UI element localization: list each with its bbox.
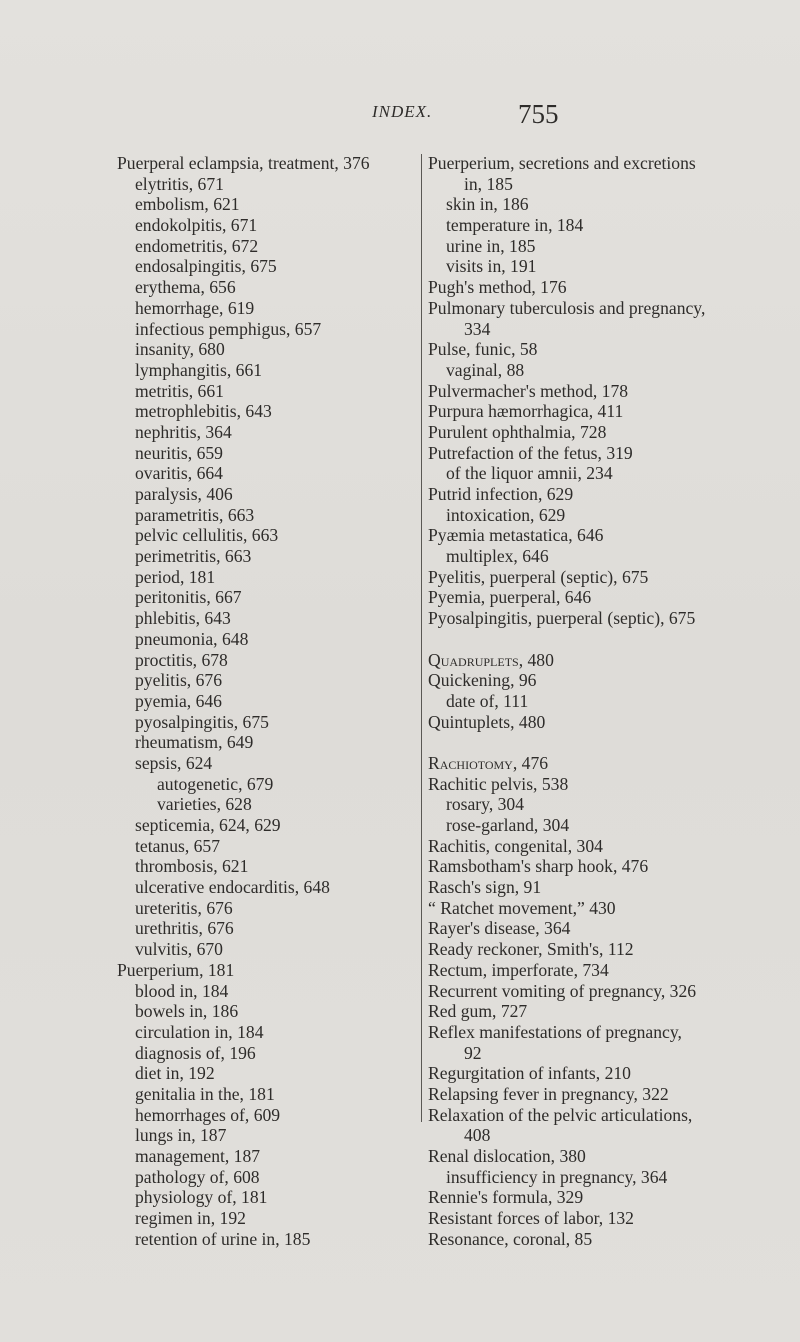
index-subentry: sepsis, 624	[135, 752, 213, 773]
index-entry: Putrefaction of the fetus, 319	[428, 442, 633, 463]
index-subentry: 334	[464, 318, 491, 339]
index-entry: Resonance, coronal, 85	[428, 1228, 593, 1249]
index-entry: Rayer's disease, 364	[428, 918, 571, 939]
index-subentry: vaginal, 88	[446, 359, 525, 380]
index-entry: Purulent ophthalmia, 728	[428, 421, 607, 442]
index-subentry: hemorrhages of, 609	[135, 1104, 281, 1125]
index-entry: Rachitic pelvis, 538	[428, 773, 569, 794]
index-subentry: pyemia, 646	[135, 690, 222, 711]
index-subentry: intoxication, 629	[446, 504, 566, 525]
index-subentry: elytritis, 671	[135, 173, 224, 194]
index-entry: Relaxation of the pelvic articulations,	[428, 1104, 693, 1125]
index-subentry: diagnosis of, 196	[135, 1042, 256, 1063]
index-entry: Quadruplets, 480	[428, 649, 554, 670]
index-subentry: circulation in, 184	[135, 1021, 264, 1042]
index-entry: Pulse, funic, 58	[428, 339, 538, 360]
index-entry: Puerperium, 181	[117, 959, 235, 980]
index-entry: Putrid infection, 629	[428, 484, 574, 504]
entry-gap	[428, 629, 788, 650]
index-subentry: neuritis, 659	[135, 442, 223, 463]
index-entry: Rachitis, congenital, 304	[428, 835, 603, 856]
index-entry: Puerperal eclampsia, treatment, 376	[117, 153, 370, 173]
column-divider	[421, 154, 422, 1122]
index-subentry: in, 185	[464, 173, 513, 194]
index-subentry: peritonitis, 667	[135, 587, 242, 608]
index-subentry: physiology of, 181	[135, 1187, 268, 1208]
index-entry: Pyæmia metastatica, 646	[428, 525, 604, 546]
index-subentry: rosary, 304	[446, 794, 525, 815]
entry-gap	[428, 732, 788, 753]
index-subentry: ovaritis, 664	[135, 463, 223, 484]
index-subentry: period, 181	[135, 566, 216, 587]
index-subentry: embolism, 621	[135, 194, 240, 215]
index-entry: Red gum, 727	[428, 1001, 528, 1022]
index-subentry: temperature in, 184	[446, 215, 584, 236]
index-entry: Rasch's sign, 91	[428, 877, 542, 898]
index-subentry: lungs in, 187	[135, 1125, 227, 1146]
index-subentry: skin in, 186	[446, 194, 529, 215]
index-subentry: metritis, 661	[135, 380, 224, 401]
index-subentry: parametritis, 663	[135, 504, 255, 525]
index-subentry: pyelitis, 676	[135, 670, 222, 691]
index-subentry: 408	[464, 1125, 491, 1146]
index-subentry: tetanus, 657	[135, 835, 221, 856]
index-entry: Rachiotomy, 476	[428, 752, 549, 773]
index-subentry: endosalpingitis, 675	[135, 256, 277, 277]
index-subentry: bowels in, 186	[135, 1001, 239, 1022]
index-subentry: lymphangitis, 661	[135, 359, 263, 380]
index-subentry: proctitis, 678	[135, 649, 228, 670]
index-entry: Pulmonary tuberculosis and pregnancy,	[428, 297, 706, 318]
index-subentry: pyosalpingitis, 675	[135, 711, 269, 732]
index-entry: Quickening, 96	[428, 670, 537, 691]
index-entry: Ramsbotham's sharp hook, 476	[428, 856, 649, 877]
index-subentry: insanity, 680	[135, 339, 225, 360]
index-entry: Pyemia, puerperal, 646	[428, 587, 592, 608]
index-subentry: pathology of, 608	[135, 1166, 260, 1187]
index-entry: Quintuplets, 480	[428, 711, 546, 732]
index-subentry: ureteritis, 676	[135, 897, 233, 918]
index-subentry: regimen in, 192	[135, 1208, 246, 1229]
index-subentry: 92	[464, 1042, 482, 1063]
index-subentry: insufficiency in pregnancy, 364	[446, 1166, 668, 1187]
index-subentry: septicemia, 624, 629	[135, 815, 281, 835]
index-entry: Puerperium, secretions and excretions	[428, 153, 696, 173]
index-entry: Regurgitation of infants, 210	[428, 1063, 631, 1084]
index-subentry: date of, 111	[446, 690, 529, 711]
index-subentry: endometritis, 672	[135, 235, 259, 256]
index-subentry: pelvic cellulitis, 663	[135, 525, 279, 546]
index-entry: “ Ratchet movement,” 430	[428, 897, 616, 918]
index-subentry: urethritis, 676	[135, 918, 234, 939]
index-entry: Resistant forces of labor, 132	[428, 1208, 634, 1229]
index-subentry: multiplex, 646	[446, 546, 549, 567]
index-subentry: rheumatism, 649	[135, 732, 254, 753]
index-subentry: paralysis, 406	[135, 484, 233, 504]
index-entry: Rectum, imperforate, 734	[428, 959, 609, 980]
index-subentry: endokolpitis, 671	[135, 215, 258, 236]
index-subentry: rose-garland, 304	[446, 815, 570, 835]
index-subentry: varieties, 628	[157, 794, 252, 815]
index-entry: Pyosalpingitis, puerperal (septic), 675	[428, 608, 696, 629]
index-subentry: vulvitis, 670	[135, 939, 223, 960]
index-subentry: phlebitis, 643	[135, 608, 231, 629]
index-subentry: thrombosis, 621	[135, 856, 249, 877]
index-subentry: genitalia in the, 181	[135, 1083, 275, 1104]
running-head: INDEX.	[372, 102, 433, 121]
page-number: 755	[518, 99, 559, 129]
index-subentry: metrophlebitis, 643	[135, 401, 272, 422]
index-subentry: autogenetic, 679	[157, 773, 274, 794]
index-column-left	[117, 153, 417, 1249]
index-subentry: visits in, 191	[446, 256, 537, 277]
index-entry: Recurrent vomiting of pregnancy, 326	[428, 980, 697, 1001]
index-subentry: pneumonia, 648	[135, 628, 249, 649]
index-column-right	[428, 153, 788, 1249]
index-subentry: ulcerative endocarditis, 648	[135, 877, 330, 898]
index-entry: Reflex manifestations of pregnancy,	[428, 1021, 682, 1042]
index-entry: Pugh's method, 176	[428, 277, 567, 298]
index-entry: Purpura hæmorrhagica, 411	[428, 401, 624, 422]
index-entry: Relapsing fever in pregnancy, 322	[428, 1083, 669, 1104]
index-subentry: urine in, 185	[446, 235, 536, 256]
index-subentry: diet in, 192	[135, 1063, 215, 1084]
index-entry: Ready reckoner, Smith's, 112	[428, 939, 634, 960]
index-subentry: infectious pemphigus, 657	[135, 318, 322, 339]
index-entry: Rennie's formula, 329	[428, 1187, 584, 1208]
index-entry: Renal dislocation, 380	[428, 1146, 586, 1166]
index-subentry: management, 187	[135, 1146, 261, 1166]
index-subentry: of the liquor amnii, 234	[446, 463, 613, 484]
index-subentry: hemorrhage, 619	[135, 297, 255, 318]
index-subentry: nephritis, 364	[135, 421, 232, 442]
index-subentry: erythema, 656	[135, 277, 236, 298]
index-subentry: blood in, 184	[135, 980, 229, 1001]
index-subentry: retention of urine in, 185	[135, 1228, 311, 1249]
index-entry: Pulvermacher's method, 178	[428, 380, 629, 401]
index-entry: Pyelitis, puerperal (septic), 675	[428, 566, 649, 587]
index-subentry: perimetritis, 663	[135, 546, 252, 567]
